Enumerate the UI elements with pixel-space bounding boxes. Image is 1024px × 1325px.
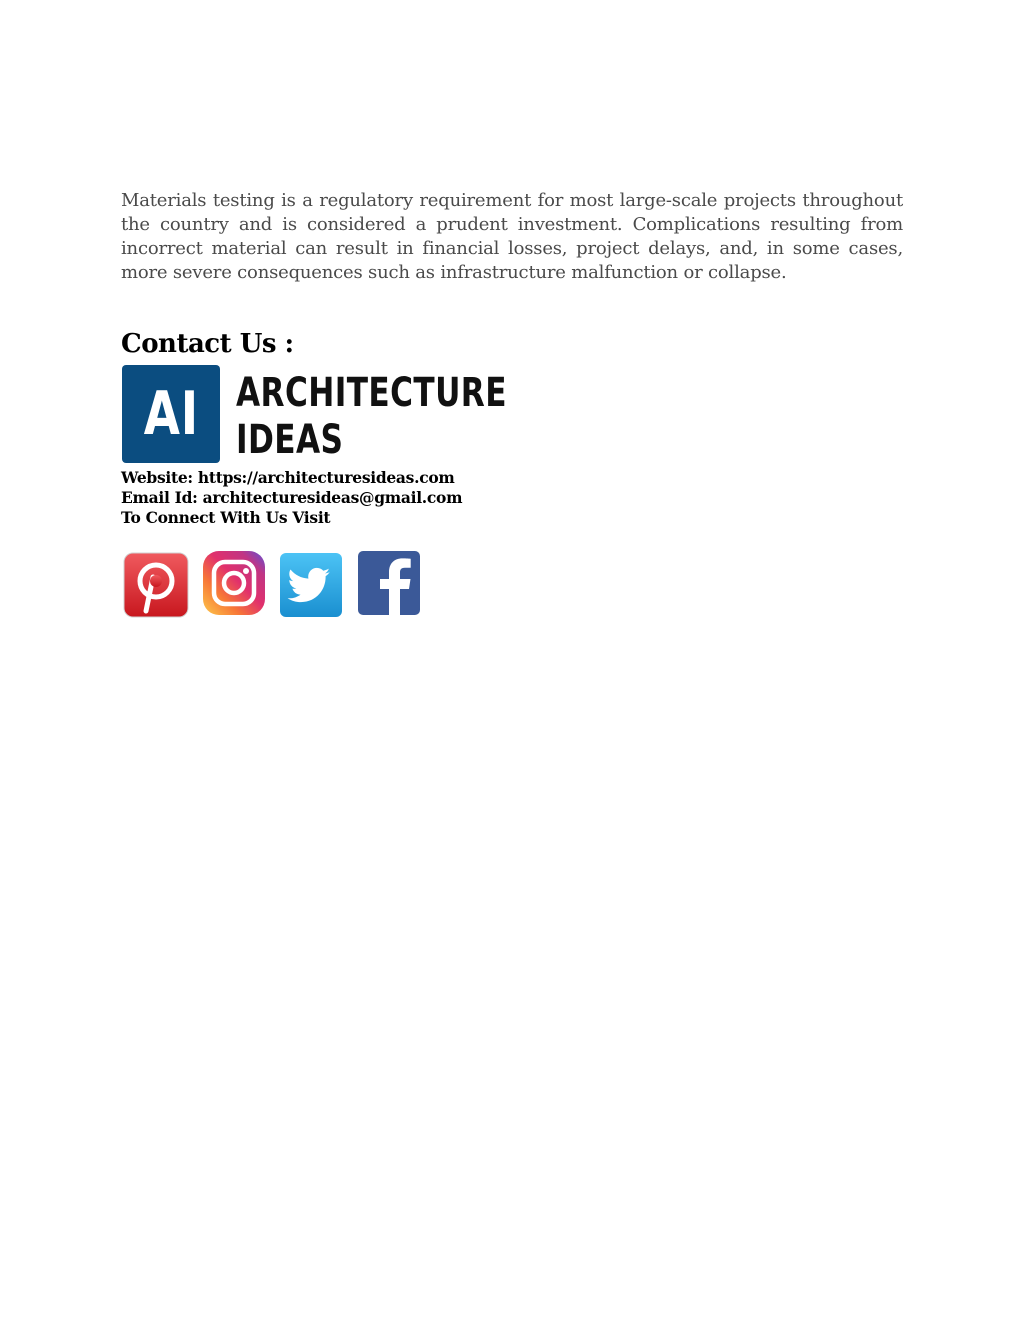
website-link[interactable]: Website: https://architecturesideas.com (121, 468, 455, 487)
body-paragraph: Materials testing is a regulatory requirement for most large-scale projects throughout the country and is considered a prudent investment. Complications resulting from incorrect material can result in financial losses, project delays, and, in some cases, more severe consequences such as infrastructure malfunction or collapse. (121, 190, 903, 283)
connect-text: To Connect With Us Visit (121, 508, 331, 527)
logo-mark (122, 365, 220, 463)
instagram-icon[interactable] (200, 547, 268, 619)
pinterest-icon[interactable] (122, 551, 190, 619)
social-icons (122, 547, 424, 619)
twitter-icon[interactable] (278, 551, 344, 619)
email-link[interactable]: Email Id: architecturesideas@gmail.com (121, 488, 463, 507)
logo-wordmark-line-2: IDEAS (236, 417, 344, 463)
architecture-ideas-logo[interactable] (122, 365, 507, 463)
logo-initials: AI (143, 379, 199, 449)
contact-heading: Contact Us : (121, 329, 294, 359)
logo-wordmark-line-1: ARCHITECTURE (236, 370, 507, 416)
facebook-icon[interactable] (356, 549, 422, 617)
contact-details (121, 468, 462, 528)
